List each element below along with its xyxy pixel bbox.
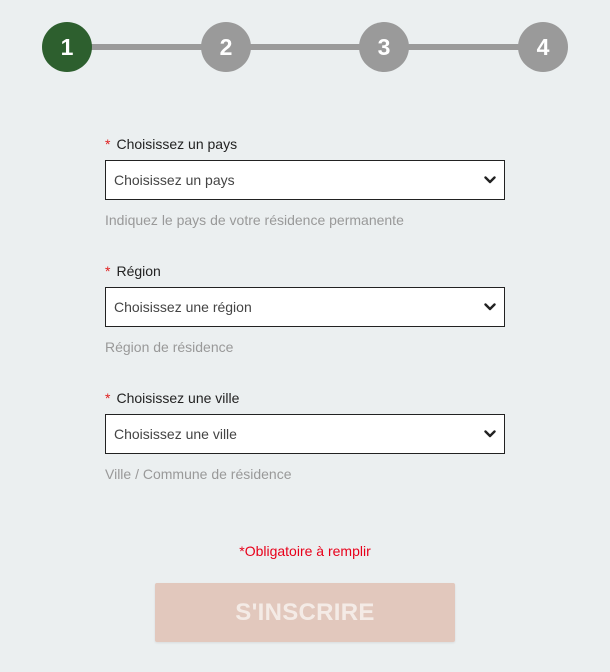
country-label-text: Choisissez un pays — [116, 136, 238, 152]
required-note: *Obligatoire à remplir — [239, 543, 371, 559]
required-asterisk: * — [105, 390, 111, 406]
chevron-down-icon — [484, 429, 496, 439]
city-select[interactable] — [105, 414, 505, 454]
region-select[interactable] — [105, 287, 505, 327]
chevron-down-icon — [484, 175, 496, 185]
step-2[interactable]: 2 — [201, 22, 251, 72]
required-asterisk: * — [105, 136, 111, 152]
region-help-text: Région de résidence — [105, 339, 234, 355]
region-label-text: Région — [116, 263, 161, 279]
step-1[interactable]: 1 — [42, 22, 92, 72]
city-label-text: Choisissez une ville — [116, 390, 240, 406]
region-field — [105, 262, 505, 356]
city-field — [105, 389, 505, 483]
chevron-down-icon — [484, 302, 496, 312]
required-asterisk: * — [105, 263, 111, 279]
city-select-value: Choisissez une ville — [114, 426, 237, 442]
country-help-text: Indiquez le pays de votre résidence permanente — [105, 212, 404, 228]
city-label — [105, 389, 505, 407]
region-select-value: Choisissez une région — [114, 299, 252, 315]
country-label — [105, 135, 505, 153]
country-select[interactable] — [105, 160, 505, 200]
step-3[interactable]: 3 — [359, 22, 409, 72]
progress-stepper — [42, 22, 568, 72]
country-select-value: Choisissez un pays — [114, 172, 235, 188]
region-label — [105, 262, 505, 280]
stepper-track — [67, 44, 543, 50]
country-field — [105, 135, 505, 229]
register-button[interactable]: S'INSCRIRE — [155, 583, 455, 642]
step-4[interactable]: 4 — [518, 22, 568, 72]
city-help-text: Ville / Commune de résidence — [105, 466, 292, 482]
